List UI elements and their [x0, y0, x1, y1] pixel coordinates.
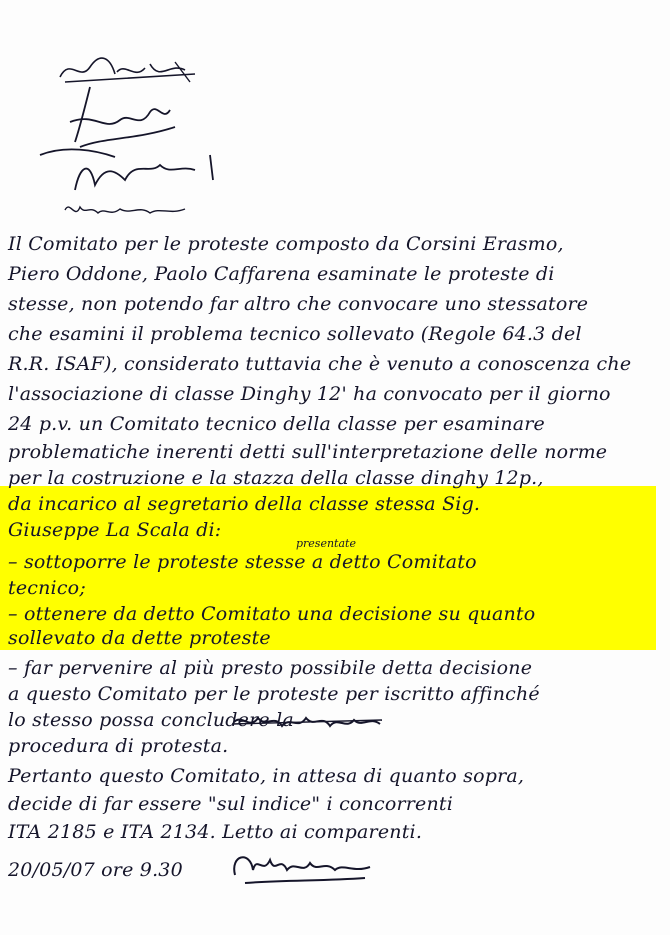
text-line-15: sollevato da dette proteste [8, 627, 271, 649]
signature-4 [60, 195, 190, 225]
text-line-22: ITA 2185 e ITA 2134. Letto ai comparenti. [8, 821, 423, 843]
text-line-17: a questo Comitato per le proteste per iscritto affinché [8, 683, 540, 705]
text-line-11: Giuseppe La Scala di: [8, 519, 222, 541]
text-line-12: – sottoporre le proteste stesse a detto Comitato [8, 551, 477, 573]
text-line-14: – ottenere da detto Comitato una decisione su quanto [8, 603, 536, 625]
text-line-7: 24 p.v. un Comitato tecnico della classe per esaminare [8, 413, 545, 435]
crossed-out-word [232, 712, 382, 732]
text-line-10: da incarico al segretario della classe stessa Sig. [8, 493, 481, 515]
text-line-3: stesse, non potendo far altro che convocare uno stessatore [8, 293, 589, 315]
text-line-8: problematiche inerenti detti sull'interpretazione delle norme [8, 441, 608, 463]
text-line-1: Il Comitato per le proteste composto da Corsini Erasmo, [8, 233, 564, 255]
text-line-5: R.R. ISAF), considerato tuttavia che è venuto a conoscenza che [8, 353, 632, 375]
text-line-19: procedura di protesta. [8, 735, 229, 757]
text-line-9: per la costruzione e la stazza della classe dinghy 12p., [8, 467, 544, 489]
text-line-21: decide di far essere "sul indice" i concorrenti [8, 793, 454, 815]
text-line-4: che esamini il problema tecnico sollevato (Regole 64.3 del [8, 323, 582, 345]
closing-signature [225, 845, 375, 890]
text-line-6: l'associazione di classe Dinghy 12' ha convocato per il giorno [8, 383, 611, 405]
text-line-18: lo stesso possa concludere la [8, 709, 294, 731]
signature-3 [35, 145, 225, 200]
insertion-above-line: presentate [296, 537, 356, 550]
text-line-16: – far pervenire al più presto possibile detta decisione [8, 657, 533, 679]
text-line-23: 20/05/07 ore 9.30 [8, 859, 183, 881]
text-line-2: Piero Oddone, Paolo Caffarena esaminate le proteste di [8, 263, 555, 285]
text-line-20: Pertanto questo Comitato, in attesa di quanto sopra, [8, 765, 525, 787]
text-line-13: tecnico; [8, 577, 86, 599]
